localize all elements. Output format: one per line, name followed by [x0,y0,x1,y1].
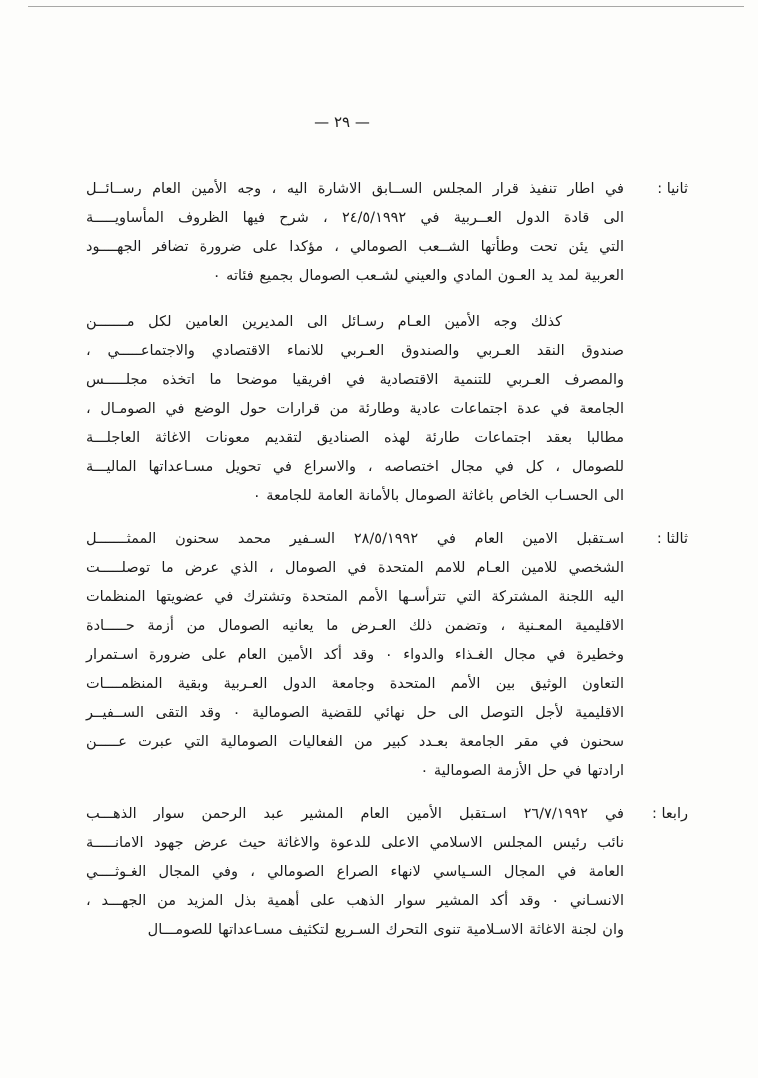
text-line: التعاون الوثيق بين الأمم المتحدة وجامعة الدول العـربية وبقية المنظمــــات [86,676,624,692]
text-line: الى الحسـاب الخاص باغاثة الصومال بالأمانة العامة للجامعة ٠ [252,488,624,504]
text-line: اليه اللجنة المشتركة التي تترأسـها الأمم المتحدة وتشترك في عضويتها المنظمات [86,589,624,605]
section-third [86,525,688,786]
text-line: الشخصي للامين العـام للامم المتحدة في الصومال ، الذي عرض ما توصلـــــت [86,560,624,576]
paragraph [86,308,624,511]
text-line: كذلك وجه الأمين العـام رسـائل الى المديرين العامين لكل مـــــــن [86,314,562,330]
text-line: ارادتها في حل الأزمة الصومالية ٠ [420,763,624,779]
section-body [86,525,624,786]
text-line: في ٢٦/٧/١٩٩٢ اسـتقبل الأمين العام المشير عبد الرحمن سوار الذهـــب [86,806,624,822]
text-line: للصومال ، كل في مجال اختصاصه ، والاسراع في تحويل مسـاعداتها الماليـــة [86,459,624,475]
text-line: الى قادة الدول العــربية في ٢٤/٥/١٩٩٢ ، شرح فيها الظروف المأساويـــــة [86,210,624,226]
section-fourth [86,800,688,945]
text-line: التي يئن تحت وطأتها الشــعب الصومالي ، مؤكدا على ضرورة تضافر الجهــــود [86,239,624,255]
text-line: الاقليمية لأجل التوصل الى حل نهائي للقضية الصومالية ٠ وقد التقى الســفيــر [86,705,624,721]
text-line: صندوق النقد العـربي والصندوق العـربي للانماء الاقتصادي والاجتماعـــــي ، [86,343,624,359]
text-line: والمصرف العـربي للتنمية الاقتصادية في افريقيا موضحا ما اتخذه مجلـــــس [86,372,624,388]
text-line: العامة في المجال السـياسي لانهاء الصراع الصومالي ، وفي المجال الغـوثــــي [86,864,624,880]
text-line: سحنون في مقر الجامعة بعـدد كبير من الفعاليات الصومالية التي عبرت عـــــن [86,734,624,750]
section-second [86,175,688,511]
text-line: نائب رئيس المجلس الاسلامي الاعلى للدعوة والاغاثة حيث عرض جهود الامانـــــة [86,835,624,851]
section-label-fourth: رابعا : [652,806,688,822]
text-line: وخطيرة في مجال الغـذاء والدواء ٠ وقد أكد الأمين العام على ضرورة اسـتمرار [86,647,624,663]
section-label-second: ثانيا : [657,181,688,197]
text-line: العربية لمد يد العـون المادي والعيني لشـعب الصومال بجميع فئاته ٠ [212,268,624,284]
section-label-third: ثالثا : [656,531,688,547]
section-body [86,175,624,511]
page-number: — ٢٩ — [314,113,370,131]
text-line: الانسـاني ٠ وقد أكد المشير سوار الذهب على أهمية بذل المزيد من الجهـــد ، [86,893,624,909]
text-line: في اطار تنفيذ قرار المجلس الســابق الاشارة اليه ، وجه الأمين العام رســائــل [86,181,624,197]
scan-edge-line [28,6,744,7]
page-header [86,112,688,131]
text-line: مطالبا بعقد اجتماعات طارئة لهذه الصناديق لتقديم معونات الاغاثة العاجلـــة [86,430,624,446]
section-body [86,800,624,945]
text-line: الاقليمية المعـنية ، وتضمن ذلك العـرض ما يعانيه الصومال من أزمة حـــــادة [86,618,624,634]
text-line: اسـتقبل الامين العام في ٢٨/٥/١٩٩٢ السـفير محمد سحنون الممثـــــــل [86,531,625,547]
paragraph [86,800,624,945]
paragraph [86,175,624,291]
text-line: الجامعة في عدة اجتماعات عادية وطارئة من قرارات حول الوضع في الصومـال ، [86,401,624,417]
paragraph [86,525,624,786]
text-line: وان لجنة الاغاثة الاسـلامية تنوى التحرك السـريع لتكثيف مسـاعداتها للصومـــال [147,922,624,938]
